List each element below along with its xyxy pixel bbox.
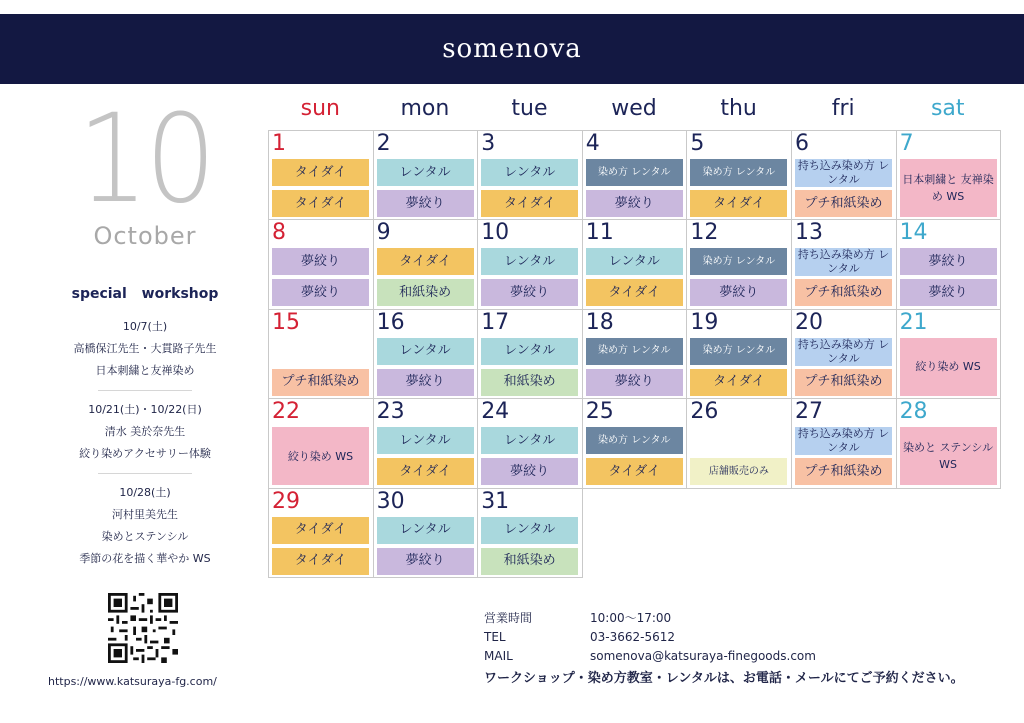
qr-code-icon[interactable] [108, 593, 178, 663]
day-cell [374, 131, 479, 220]
day-number: 31 [481, 488, 510, 514]
day-cell [897, 399, 1002, 488]
event-slot[interactable]: 持ち込み染め方 レンタル [795, 427, 892, 455]
event-slot[interactable]: 夢絞り [481, 279, 578, 306]
day-cell [687, 220, 792, 309]
event-slot[interactable]: タイダイ [377, 458, 474, 485]
empty-cell [687, 489, 792, 578]
day-cell [792, 220, 897, 309]
event-slot[interactable]: タイダイ [690, 369, 787, 396]
day-number: 30 [376, 488, 405, 514]
tel-label: TEL [484, 629, 506, 644]
day-cell [269, 310, 374, 399]
event-title: 染めとステンシル [101, 530, 189, 543]
event-slot[interactable]: 染め方 レンタル [690, 248, 787, 275]
event-slot[interactable]: 持ち込み染め方 レンタル [795, 248, 892, 276]
day-number: 22 [272, 399, 300, 425]
day-cell [374, 489, 479, 578]
event-slot[interactable]: タイダイ [377, 248, 474, 275]
left-panel [40, 88, 250, 570]
event-slot[interactable]: プチ和紙染め [795, 369, 892, 396]
day-number: 26 [690, 399, 719, 425]
event-slot[interactable]: 和紙染め [481, 548, 578, 575]
event-slot[interactable]: 夢絞り [377, 190, 474, 217]
day-cell [792, 131, 897, 220]
divider [98, 473, 192, 474]
day-cell [374, 310, 479, 399]
event-date: 10/21(土)・10/22(日) [88, 403, 202, 416]
special-workshop-title: special workshop [71, 286, 219, 302]
day-cell [269, 489, 374, 578]
event-slot[interactable]: タイダイ [586, 279, 683, 306]
event-slot[interactable]: プチ和紙染め [795, 279, 892, 306]
day-cell [478, 131, 583, 220]
day-cell [269, 220, 374, 309]
day-number: 25 [585, 399, 614, 425]
day-number: 8 [272, 220, 286, 246]
event-slot[interactable]: 絞り染め WS [272, 427, 369, 485]
event-slot[interactable]: 絞り染め WS [900, 338, 997, 396]
hours-value: 10:00〜17:00 [590, 611, 672, 625]
event-slot[interactable]: 日本刺繍と 友禅染め WS [900, 159, 997, 217]
day-number: 10 [481, 220, 510, 246]
weekday-mon: mon [400, 96, 450, 121]
day-number: 21 [899, 309, 928, 335]
day-cell [897, 220, 1002, 309]
event-slot[interactable]: 夢絞り [481, 458, 578, 485]
event-slot[interactable]: 和紙染め [481, 369, 578, 396]
event-2 [40, 399, 250, 465]
day-number: 28 [899, 399, 928, 425]
day-number: 29 [272, 488, 300, 514]
event-slot[interactable]: タイダイ [272, 517, 369, 544]
month-name: October [93, 222, 197, 250]
event-slot[interactable]: レンタル [377, 427, 474, 454]
event-date: 10/7(土) [122, 320, 168, 333]
day-number: 17 [481, 309, 510, 335]
weekday-tue: tue [511, 96, 548, 121]
website-url[interactable]: https://www.katsuraya-fg.com/ [48, 675, 217, 688]
day-number: 6 [794, 131, 809, 156]
event-slot[interactable]: プチ和紙染め [795, 190, 892, 217]
event-slot[interactable]: レンタル [377, 159, 474, 186]
weekday-fri: fri [831, 96, 855, 121]
weekday-header [268, 96, 1000, 126]
event-slot[interactable]: タイダイ [272, 190, 369, 217]
day-cell [478, 310, 583, 399]
weekday-thu: thu [720, 96, 757, 121]
day-cell [478, 399, 583, 488]
day-number: 12 [690, 220, 719, 246]
event-slot[interactable]: 染め方 レンタル [586, 427, 683, 454]
event-slot[interactable]: 夢絞り [377, 548, 474, 575]
event-slot[interactable]: 夢絞り [586, 190, 683, 217]
event-slot[interactable]: タイダイ [272, 548, 369, 575]
weekday-wed: wed [611, 96, 657, 121]
day-cell [269, 399, 374, 488]
reservation-note: ワークショップ・染め方教室・レンタルは、お電話・メールにてご予約ください。 [484, 671, 964, 686]
day-number: 18 [585, 309, 614, 335]
event-slot[interactable]: 染め方 レンタル [586, 338, 683, 365]
event-slot[interactable]: レンタル [586, 248, 683, 275]
day-number: 13 [794, 220, 823, 246]
day-number: 23 [376, 399, 405, 425]
event-title: 絞り染めアクセサリー体験 [79, 447, 211, 460]
event-slot[interactable]: 夢絞り [586, 369, 683, 396]
event-slot[interactable]: 染め方 レンタル [690, 338, 787, 365]
day-number: 15 [272, 309, 300, 335]
day-number: 11 [585, 220, 614, 246]
event-1 [40, 316, 250, 382]
day-number: 24 [481, 399, 510, 425]
event-teacher: 河村里美先生 [112, 508, 178, 521]
day-cell [478, 489, 583, 578]
weekday-sat: sat [930, 96, 965, 121]
day-cell [583, 131, 688, 220]
day-number: 27 [794, 399, 823, 425]
event-slot[interactable]: 染め方 レンタル [690, 159, 787, 186]
event-3 [40, 482, 250, 570]
header-bar [0, 14, 1024, 84]
day-number: 3 [481, 131, 496, 156]
day-cell [792, 310, 897, 399]
empty-cell [583, 489, 688, 578]
event-slot[interactable]: プチ和紙染め [795, 458, 892, 485]
event-slot[interactable]: 夢絞り [272, 279, 369, 306]
event-slot[interactable]: レンタル [481, 517, 578, 544]
contact-info [484, 608, 1004, 686]
day-cell [583, 220, 688, 309]
event-slot[interactable]: プチ和紙染め [272, 369, 369, 396]
day-cell [897, 131, 1002, 220]
day-cell [687, 131, 792, 220]
event-subtitle: 季節の花を描く華やか WS [79, 552, 211, 565]
day-cell [583, 310, 688, 399]
day-number: 4 [585, 131, 600, 156]
weekday-sun: sun [300, 96, 340, 121]
event-slot[interactable]: レンタル [481, 338, 578, 365]
event-slot[interactable]: タイダイ [272, 159, 369, 186]
day-cell [897, 310, 1002, 399]
event-slot[interactable]: 夢絞り [900, 279, 997, 306]
day-number: 19 [690, 309, 719, 335]
event-slot[interactable]: 夢絞り [272, 248, 369, 275]
event-slot[interactable]: 夢絞り [900, 248, 997, 275]
empty-cell [792, 489, 897, 578]
event-slot[interactable]: レンタル [377, 517, 474, 544]
month-number: 10 [77, 88, 213, 230]
event-slot[interactable]: 夢絞り [377, 369, 474, 396]
day-cell [478, 220, 583, 309]
day-number: 20 [794, 309, 823, 335]
day-cell [374, 220, 479, 309]
event-slot[interactable]: 持ち込み染め方 レンタル [795, 338, 892, 366]
event-date: 10/28(土) [119, 486, 171, 499]
event-slot[interactable]: 夢絞り [690, 279, 787, 306]
day-cell [269, 131, 374, 220]
divider [98, 390, 192, 391]
event-slot[interactable]: タイダイ [690, 190, 787, 217]
tel-value[interactable]: 03-3662-5612 [590, 629, 676, 644]
event-slot[interactable]: 染め方 レンタル [586, 159, 683, 186]
mail-value[interactable]: somenova@katsuraya-finegoods.com [590, 648, 816, 663]
day-number: 7 [899, 131, 914, 156]
day-number: 9 [376, 220, 391, 246]
day-cell [792, 399, 897, 488]
event-slot[interactable]: 店舗販売のみ [690, 458, 787, 485]
event-slot[interactable]: タイダイ [586, 458, 683, 485]
day-cell [687, 399, 792, 488]
empty-cell [897, 489, 1002, 578]
event-title: 日本刺繍と友禅染め [95, 364, 195, 377]
event-slot[interactable]: 和紙染め [377, 279, 474, 306]
event-slot[interactable]: レンタル [377, 338, 474, 365]
day-number: 16 [376, 309, 405, 335]
event-slot[interactable]: 染めと ステンシル WS [900, 427, 997, 485]
day-number: 1 [272, 131, 286, 156]
event-slot[interactable]: レンタル [481, 248, 578, 275]
mail-label: MAIL [484, 648, 513, 663]
day-number: 5 [690, 131, 705, 156]
event-teacher: 清水 美於奈先生 [104, 425, 186, 438]
day-cell [687, 310, 792, 399]
event-teacher: 高橋保江先生・大貫路子先生 [73, 342, 217, 355]
day-number: 2 [376, 131, 391, 156]
event-slot[interactable]: レンタル [481, 159, 578, 186]
event-slot[interactable]: レンタル [481, 427, 578, 454]
calendar-grid [268, 130, 1001, 578]
hours-label: 営業時間 [484, 611, 533, 625]
day-cell [583, 399, 688, 488]
event-slot[interactable]: 持ち込み染め方 レンタル [795, 159, 892, 187]
event-slot[interactable]: タイダイ [481, 190, 578, 217]
brand-title: somenova [442, 34, 582, 64]
day-number: 14 [899, 220, 928, 246]
day-cell [374, 399, 479, 488]
